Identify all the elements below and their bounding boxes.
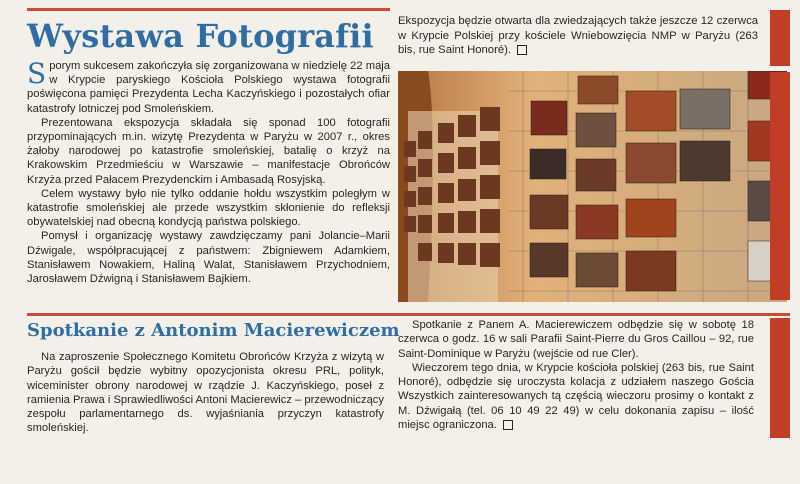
article-title: Wystawa Fotografii	[27, 17, 374, 55]
page-edge-tab	[770, 318, 790, 438]
exhibition-photo	[398, 71, 787, 302]
section-rule	[27, 313, 790, 316]
paragraph-1: Sporym sukcesem zakończyła się zorganizowana w niedzielę 22 maja w Krypcie paryskiego Kościoła Polskiego wystawa fotografii poświęcona pamięci Prezydenta Lecha Kaczyńskiego i pozostałych ofiar katastrofy lotniczej pod Smoleńskiem.	[27, 57, 390, 115]
page-edge-tab	[770, 72, 790, 300]
paragraph-4: Pomysł i organizację wystawy zawdzięczamy pani Jolancie–Marii Dźwigale, współpracującej z państwem: Zbigniewem Adamkiem, Stanisławem Nowakiem, Haliną Walat, Stanisławem Przychodniem, Jarosławem Dźwigną i Stanisławem Bajkiem.	[27, 230, 390, 286]
article-body	[27, 350, 384, 436]
article-title: Spotkanie z Antonim Macierewiczem	[27, 320, 400, 341]
paragraph-3: Wieczorem tego dnia, w Krypcie kościoła polskiej (263 bis, rue Saint Honoré), odbędzie się uroczysta kolacja z udziałem naszego Gościa Wszystkich zainteresowanych tą częścią wieczoru prosimy o kontakt z M. Dźwigałą (tel. 06 10 49 22 49) w celu dokonania zapisu – ilość miejsc ograniczona.	[398, 361, 754, 432]
end-mark-icon	[503, 420, 513, 430]
paragraph-2: Spotkanie z Panem A. Macierewiczem odbędzie się w sobotę 18 czerwca o godz. 16 w sali Parafii Saint-Pierre du Gros Caillou – 92, rue Saint-Dominique w Paryżu (wejście od rue Cler).	[398, 319, 754, 360]
paragraph-1: Na zaproszenie Społecznego Komitetu Obrońców Krzyża z wizytą w Paryżu gościł będzie wybitny opozycjonista okresu PRL, polityk, wiceminister obrony narodowej w rządzie J. Kaczyńskiego, poseł z ramienia Prawa i Sprawiedliwości Antoni Macierewicz – przewodniczący zespołu parlamentarnego ds. wyjaśniania przyczyn katastrofy smoleńskiej.	[27, 351, 384, 435]
section-rule	[27, 8, 390, 11]
article-exhibition	[27, 8, 390, 286]
paragraph-2: Prezentowana ekspozycja składała się sponad 100 fotografii przypominających m.in. wizytę Prezydenta w Paryżu w 2007 r., okres żałoby narodowej po katastrofie smoleńskiej, batalię o krzyż na Krakowskim Przedmieściu w Warszawie – manifestacje Obrońców Krzyża przed Pałacem Prezydenckim i Ambasadą Rosyjską.	[27, 116, 390, 186]
article-body	[27, 59, 390, 286]
drop-cap: S	[27, 57, 47, 90]
article-body	[398, 318, 754, 432]
exhibition-note: Ekspozycja będzie otwarta dla zwiedzających także jeszcze 12 czerwca w Krypcie Polskiej przy kościele Wniebowzięcia NMP w Paryżu (263 bis, rue Saint Honoré).	[398, 15, 758, 56]
page-edge-tab	[770, 10, 790, 66]
paragraph-3: Celem wystawy było nie tylko oddanie hołdu wszystkim poległym w katastrofie smoleńskiej ale przede wszystkim skłonienie do refleksji obywatelskiej nad obecną kondycją państwa polskiego.	[27, 187, 390, 229]
end-mark-icon	[517, 45, 527, 55]
